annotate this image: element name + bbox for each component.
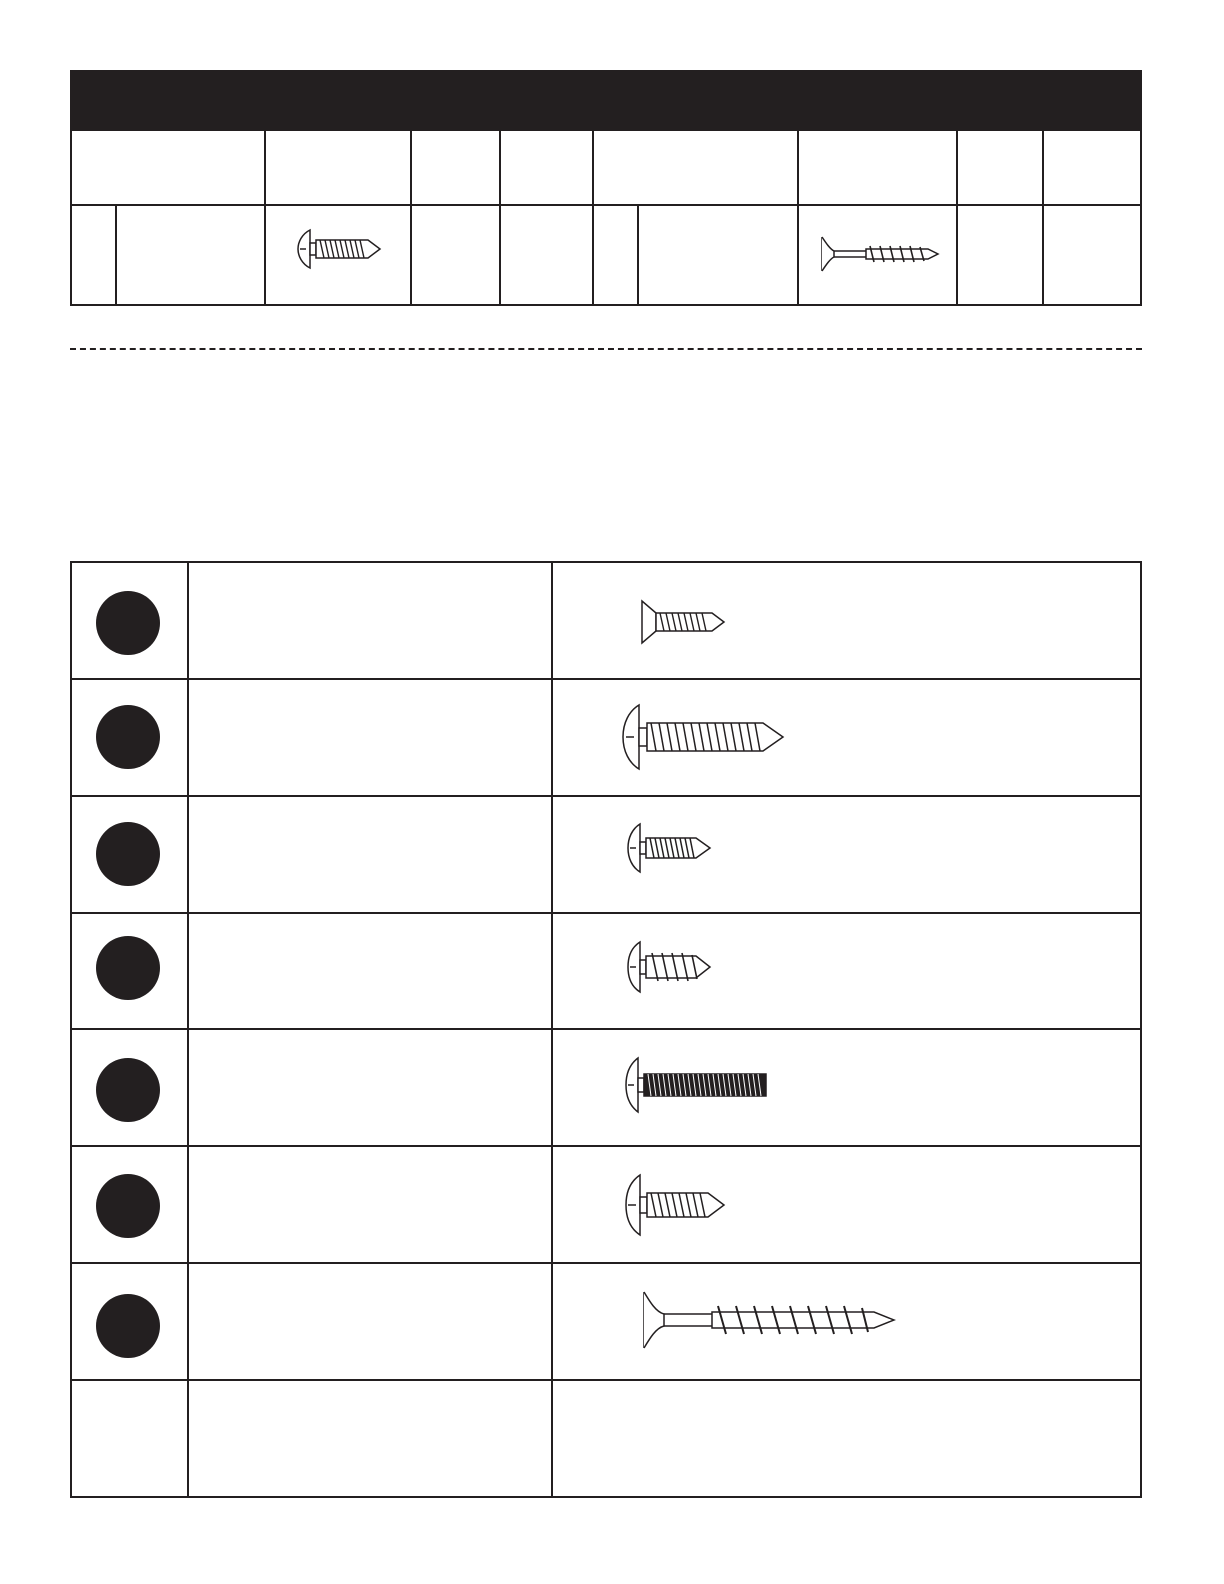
round-head-screw-icon [298,230,380,268]
cut-line-divider [70,348,1142,350]
flat-head-screw-icon [642,601,724,643]
drywall-screw-icon [642,1292,894,1348]
machine-screw-icon [626,1058,766,1112]
short-round-head-screw-icon [628,824,710,872]
top-hardware-table [70,70,1142,306]
parts-table-grid [70,561,1142,1498]
parts-list-table [70,561,1142,1498]
top-table-grid [70,70,1142,306]
part-badge [96,822,160,886]
long-round-head-screw-icon [623,705,783,769]
medium-round-head-screw-icon [626,1175,724,1235]
flat-head-wood-screw-icon [822,237,938,271]
coarse-round-head-screw-icon [628,942,710,992]
part-badge [96,1174,160,1238]
part-badge [96,936,160,1000]
part-badge [96,1058,160,1122]
part-badge [96,1294,160,1358]
part-badge [96,591,160,655]
part-badge [96,705,160,769]
